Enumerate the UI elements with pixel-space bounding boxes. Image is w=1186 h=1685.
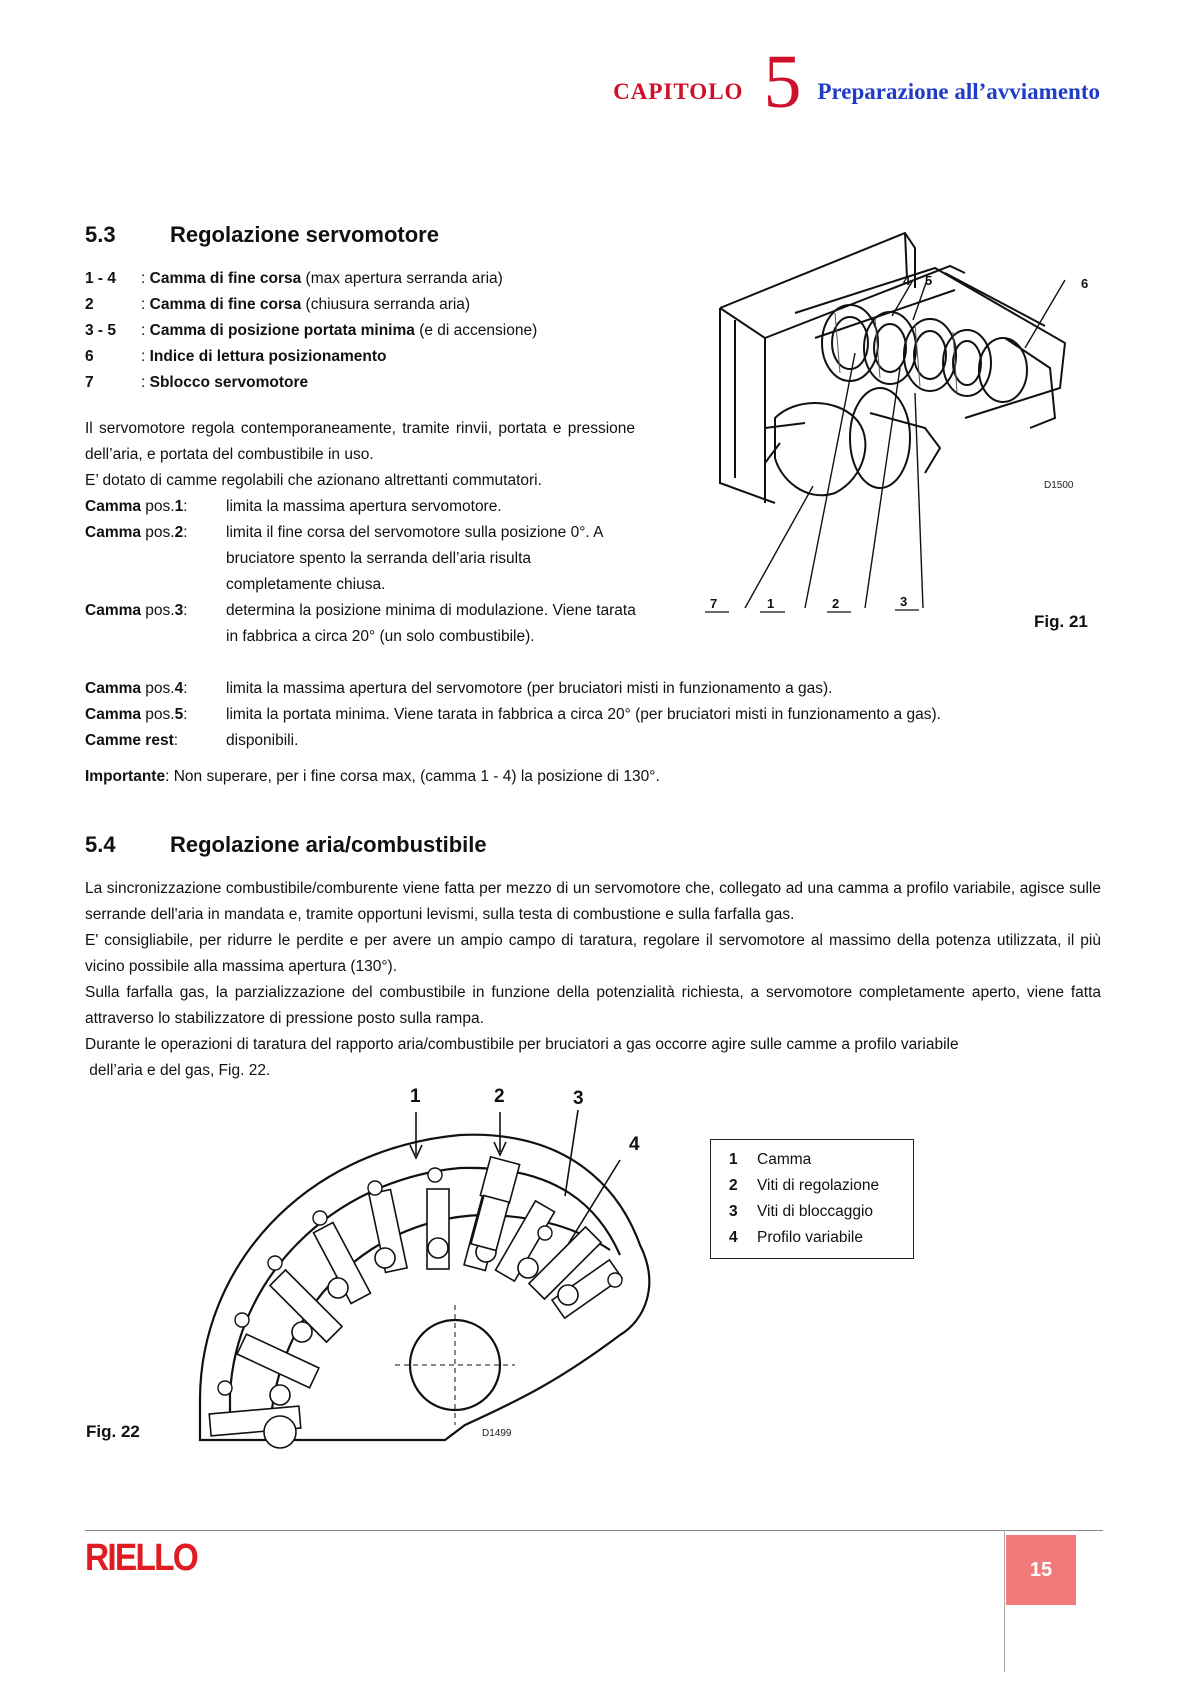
legend-text: Profilo variabile: [757, 1229, 863, 1246]
cam-descriptions: [85, 494, 636, 650]
fig21-code: D1500: [1044, 480, 1074, 491]
section-title: Regolazione aria/combustibile: [170, 832, 487, 857]
section-5-3-heading: [85, 222, 439, 248]
footer-vertical-rule: [1004, 1530, 1005, 1672]
legend-number: 4: [729, 1229, 738, 1246]
cam-label: [85, 520, 226, 598]
chapter-number: 5: [763, 40, 802, 124]
list-bold: Camma di fine corsa: [149, 270, 302, 287]
cam-colon: :: [183, 706, 188, 723]
list-item: [85, 292, 645, 318]
fig22-code: D1499: [482, 1428, 512, 1439]
callout-1: 1: [410, 1086, 421, 1107]
list-sep: :: [141, 322, 146, 339]
paragraph-4-line2: dell’aria e del gas, Fig. 22.: [85, 1062, 271, 1079]
paragraph-4: [85, 1032, 1105, 1084]
list-key: 2: [85, 296, 94, 313]
cam-num: 1: [174, 498, 184, 515]
cam-profile-illustration: [190, 1080, 660, 1455]
callout-3: 3: [900, 594, 908, 609]
cam-row: [85, 676, 1105, 702]
list-sep: :: [141, 296, 146, 313]
cam-text: disponibili.: [226, 732, 299, 749]
legend-text: Viti di regolazione: [757, 1177, 880, 1194]
cam-label: [85, 494, 226, 520]
legend-item: [729, 1173, 899, 1199]
callout-7: 7: [710, 596, 718, 611]
cam-num: 4: [174, 680, 184, 697]
callout-6: 6: [1081, 276, 1089, 291]
callout-1: 1: [767, 596, 775, 611]
list-bold: Indice di lettura posizionamento: [149, 348, 387, 365]
cam-num: 2: [174, 524, 184, 541]
list-rest: (e di accensione): [414, 322, 538, 339]
cam-pos: pos.: [141, 680, 175, 697]
cam-colon: :: [183, 498, 188, 515]
cam-label: [85, 676, 226, 702]
cam-row: [85, 520, 636, 598]
callout-5: 5: [925, 273, 933, 288]
cam-word: Camma: [85, 680, 141, 697]
page-number: 15: [1006, 1535, 1076, 1605]
list-sep: :: [141, 374, 146, 391]
list-item: [85, 370, 645, 396]
list-key: 1 - 4: [85, 270, 117, 287]
legend-item: [729, 1147, 899, 1173]
list-bold: Sblocco servomotore: [149, 374, 309, 391]
legend-text: Camma: [757, 1151, 812, 1168]
fig22-legend: [710, 1139, 914, 1259]
paragraph-2: E' consigliabile, per ridurre le perdite e per avere un ampio campo di taratura, regolare il servomotore al massimo della potenza utilizzata, il più vicino possibile alla massima apertura (130°).: [85, 932, 1101, 975]
cam-num: 5: [174, 706, 184, 723]
section-number: 5.3: [85, 222, 116, 247]
list-item: [85, 266, 645, 292]
cam-word: Camma: [85, 524, 141, 541]
cam-colon: :: [183, 602, 188, 619]
intro-paragraph: Il servomotore regola contemporaneamente, tramite rinvii, portata e pressione dell’aria, e portata del combustibile in uso.: [85, 420, 635, 463]
cam-word: Camma: [85, 498, 141, 515]
cam-row: [85, 598, 636, 650]
list-key: 3 - 5: [85, 322, 117, 339]
important-text: : Non superare, per i fine corsa max, (camma 1 - 4) la posizione di 130°.: [165, 768, 660, 785]
riello-logo: RIELLO: [85, 1537, 198, 1579]
list-sep: :: [141, 348, 146, 365]
cam-colon: :: [173, 732, 179, 749]
list-key: 7: [85, 374, 94, 391]
legend-number: 1: [729, 1151, 738, 1168]
section-title: Regolazione servomotore: [170, 222, 439, 247]
cam-colon: :: [183, 524, 188, 541]
callout-4: 4: [903, 273, 911, 288]
important-label: Importante: [85, 768, 166, 785]
paragraph-4-line1: Durante le operazioni di taratura del rapporto aria/combustibile per bruciatori a gas occorre agire sulle camme a profilo variabile: [85, 1036, 959, 1053]
cam-pos: pos.: [141, 706, 175, 723]
list-item: [85, 344, 645, 370]
cam-row: [85, 494, 636, 520]
callout-2: 2: [494, 1086, 505, 1107]
intro-paragraph-2: E’ dotato di camme regolabili che azionano altrettanti commutatori.: [85, 472, 542, 489]
chapter-word: CAPITOLO: [613, 79, 744, 104]
list-key: 6: [85, 348, 94, 365]
cam-label: [85, 728, 226, 754]
cam-pos: pos.: [141, 602, 175, 619]
cam-text: determina la posizione minima di modulazione. Viene tarata in fabbrica a circa 20° (un solo combustibile).: [226, 602, 636, 645]
legend-item: [729, 1225, 899, 1251]
cam-text: limita la portata minima. Viene tarata in fabbrica a circa 20° (per bruciatori misti in funzionamento a gas).: [226, 706, 941, 723]
cam-num: 3: [174, 602, 184, 619]
cam-descriptions-wide: [85, 676, 1105, 754]
cam-word: Camma: [85, 706, 141, 723]
cam-text: limita la massima apertura servomotore.: [226, 498, 502, 515]
legend-item: [729, 1199, 899, 1225]
cam-row: [85, 702, 1105, 728]
cam-colon: :: [183, 680, 188, 697]
list-bold: Camma di fine corsa: [149, 296, 302, 313]
section-number: 5.4: [85, 832, 116, 857]
cam-word: Camme rest: [85, 732, 174, 749]
fig21-label: Fig. 21: [1034, 612, 1088, 631]
cam-label: [85, 598, 226, 650]
cam-word: Camma: [85, 602, 141, 619]
cam-pos: pos.: [141, 498, 175, 515]
cam-label: [85, 702, 226, 728]
callout-2: 2: [832, 596, 840, 611]
paragraph-1: La sincronizzazione combustibile/comburente viene fatta per mezzo di un servomotore che, collegato ad una camma a profilo variabile, agisce sulle serrande dell'aria in mandata e, tramite opportuni levismi, sulla testa di combustione e sulla farfalla gas.: [85, 880, 1101, 923]
cam-row: [85, 728, 1105, 754]
chapter-title: Preparazione all’avviamento: [817, 79, 1100, 104]
callout-4: 4: [629, 1134, 640, 1155]
callout-3: 3: [573, 1088, 584, 1109]
list-rest: (max apertura serranda aria): [301, 270, 503, 287]
cam-text: limita la massima apertura del servomotore (per bruciatori misti in funzionamento a gas).: [226, 680, 833, 697]
chapter-header: [613, 40, 1100, 124]
important-note: [85, 764, 1105, 790]
cam-text: limita il fine corsa del servomotore sulla posizione 0°. A bruciatore spento la serranda dell’aria risulta completamente chiusa.: [226, 524, 603, 593]
servomotor-illustration: [705, 228, 1089, 618]
paragraph-3: Sulla farfalla gas, la parzializzazione del combustibile in funzione della potenzialità richiesta, a servomotore completamente aperto, viene fatta attraverso lo stabilizzatore di pressione posto sulla rampa.: [85, 984, 1101, 1027]
list-bold: Camma di posizione portata minima: [149, 322, 415, 339]
fig22-label: Fig. 22: [86, 1422, 140, 1441]
cam-pos: pos.: [141, 524, 175, 541]
component-list: [85, 266, 645, 396]
list-rest: (chiusura serranda aria): [301, 296, 471, 313]
list-item: [85, 318, 645, 344]
legend-number: 3: [729, 1203, 738, 1220]
footer-divider: [85, 1530, 1103, 1531]
legend-number: 2: [729, 1177, 738, 1194]
legend-text: Viti di bloccaggio: [757, 1203, 874, 1220]
list-sep: :: [141, 270, 146, 287]
section-5-4-heading: [85, 832, 487, 858]
